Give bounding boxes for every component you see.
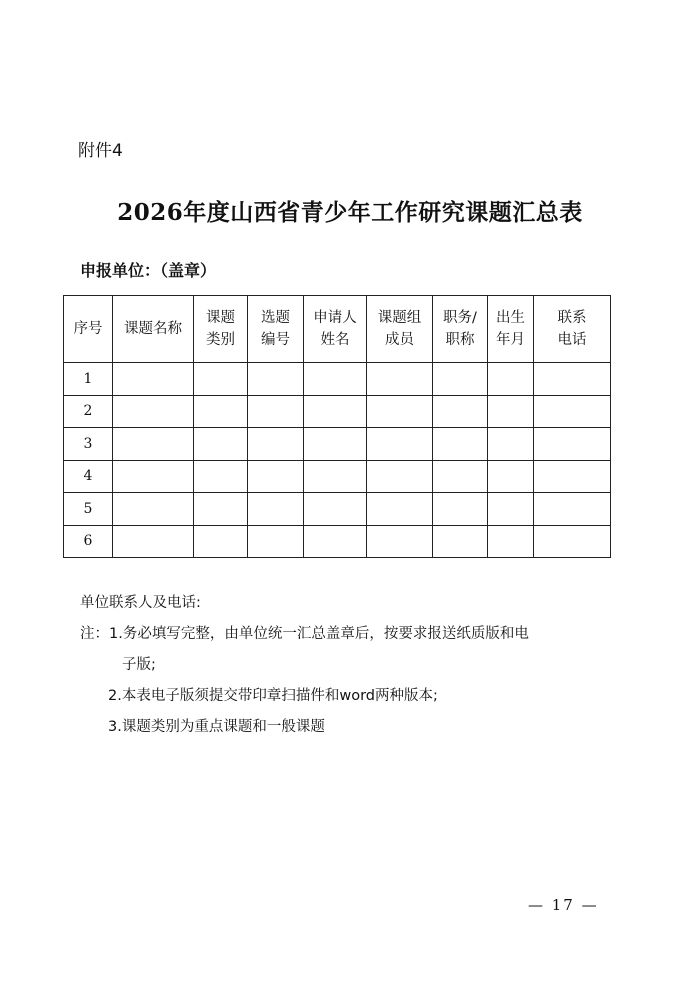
empty-cell	[433, 363, 488, 396]
empty-cell	[488, 428, 534, 461]
note-item-1-line-2	[80, 650, 529, 681]
empty-cell	[304, 363, 367, 396]
column-header-text: 序号	[73, 321, 103, 337]
empty-cell	[367, 525, 433, 558]
empty-cell	[194, 525, 248, 558]
empty-cell	[488, 460, 534, 493]
column-header-text: 姓名	[320, 332, 350, 348]
column-header-text: 申请人	[313, 310, 357, 326]
column-header-text: 联系	[557, 310, 587, 326]
table-header	[64, 296, 611, 363]
header-row	[64, 296, 611, 363]
contact-line: 单位联系人及电话:	[80, 595, 201, 611]
column-header-text: 课题名称	[124, 321, 182, 337]
empty-cell	[304, 428, 367, 461]
empty-cell	[113, 395, 194, 428]
table-body	[64, 363, 611, 558]
column-header-text: 电话	[557, 332, 587, 348]
empty-cell	[534, 460, 611, 493]
row-number-cell: 1	[64, 363, 113, 396]
column-header-text: 年月	[496, 332, 525, 348]
column-header-7	[433, 296, 488, 363]
column-header-8	[488, 296, 534, 363]
page-number: — 17 —	[528, 896, 599, 914]
column-header-text: 成员	[385, 332, 414, 348]
note-item-1	[80, 619, 529, 650]
empty-cell	[488, 363, 534, 396]
row-number-cell: 6	[64, 525, 113, 558]
table-row	[64, 460, 611, 493]
empty-cell	[433, 525, 488, 558]
empty-cell	[534, 395, 611, 428]
column-header-text: 课题	[206, 310, 235, 326]
empty-cell	[248, 493, 304, 526]
empty-cell	[194, 460, 248, 493]
column-header-6	[367, 296, 433, 363]
empty-cell	[433, 493, 488, 526]
empty-cell	[534, 493, 611, 526]
empty-cell	[248, 363, 304, 396]
empty-cell	[367, 460, 433, 493]
empty-cell	[248, 525, 304, 558]
empty-cell	[113, 493, 194, 526]
empty-cell	[194, 428, 248, 461]
empty-cell	[433, 395, 488, 428]
reporting-unit-label: 申报单位：（盖章）	[80, 261, 217, 280]
empty-cell	[488, 493, 534, 526]
column-header-2	[113, 296, 194, 363]
column-header-text: 出生	[496, 310, 525, 326]
empty-cell	[113, 460, 194, 493]
column-header-text: 课题组	[377, 310, 422, 326]
row-number-cell: 5	[64, 493, 113, 526]
empty-cell	[113, 525, 194, 558]
empty-cell	[248, 395, 304, 428]
column-header-text: 职务/	[443, 310, 477, 326]
note-item-1-line-1: 1.务必填写完整，由单位统一汇总盖章后，按要求报送纸质版和电	[109, 626, 529, 642]
empty-cell	[248, 460, 304, 493]
table-row	[64, 395, 611, 428]
empty-cell	[488, 525, 534, 558]
empty-cell	[248, 428, 304, 461]
empty-cell	[534, 525, 611, 558]
row-number-cell: 4	[64, 460, 113, 493]
note-prefix: 注：	[80, 626, 109, 642]
empty-cell	[113, 363, 194, 396]
empty-cell	[534, 363, 611, 396]
empty-cell	[113, 428, 194, 461]
summary-table	[63, 295, 611, 558]
attachment-label: 附件4	[78, 141, 123, 161]
table-row	[64, 493, 611, 526]
note-item-3: 3.课题类别为重点课题和一般课题	[108, 719, 325, 735]
column-header-9	[534, 296, 611, 363]
empty-cell	[304, 395, 367, 428]
empty-cell	[367, 395, 433, 428]
column-header-text: 选题	[261, 310, 290, 326]
column-header-5	[304, 296, 367, 363]
table-row	[64, 428, 611, 461]
empty-cell	[194, 493, 248, 526]
page-title: 2026年度山西省青少年工作研究课题汇总表	[117, 199, 583, 226]
empty-cell	[367, 363, 433, 396]
empty-cell	[367, 428, 433, 461]
empty-cell	[367, 493, 433, 526]
note-item-2: 2.本表电子版须提交带印章扫描件和word两种版本;	[108, 688, 438, 704]
empty-cell	[304, 460, 367, 493]
empty-cell	[534, 428, 611, 461]
column-header-1	[64, 296, 113, 363]
column-header-text: 职称	[445, 332, 475, 348]
empty-cell	[194, 395, 248, 428]
table-row	[64, 363, 611, 396]
note-item-1-continuation: 子版;	[122, 657, 156, 673]
column-header-text: 编号	[261, 332, 290, 348]
row-number-cell: 2	[64, 395, 113, 428]
column-header-text: 类别	[206, 332, 235, 348]
column-header-3	[194, 296, 248, 363]
column-header-4	[248, 296, 304, 363]
empty-cell	[488, 395, 534, 428]
empty-cell	[304, 493, 367, 526]
row-number-cell: 3	[64, 428, 113, 461]
empty-cell	[433, 428, 488, 461]
empty-cell	[304, 525, 367, 558]
empty-cell	[433, 460, 488, 493]
table-row	[64, 525, 611, 558]
empty-cell	[194, 363, 248, 396]
notes-section	[80, 588, 529, 743]
